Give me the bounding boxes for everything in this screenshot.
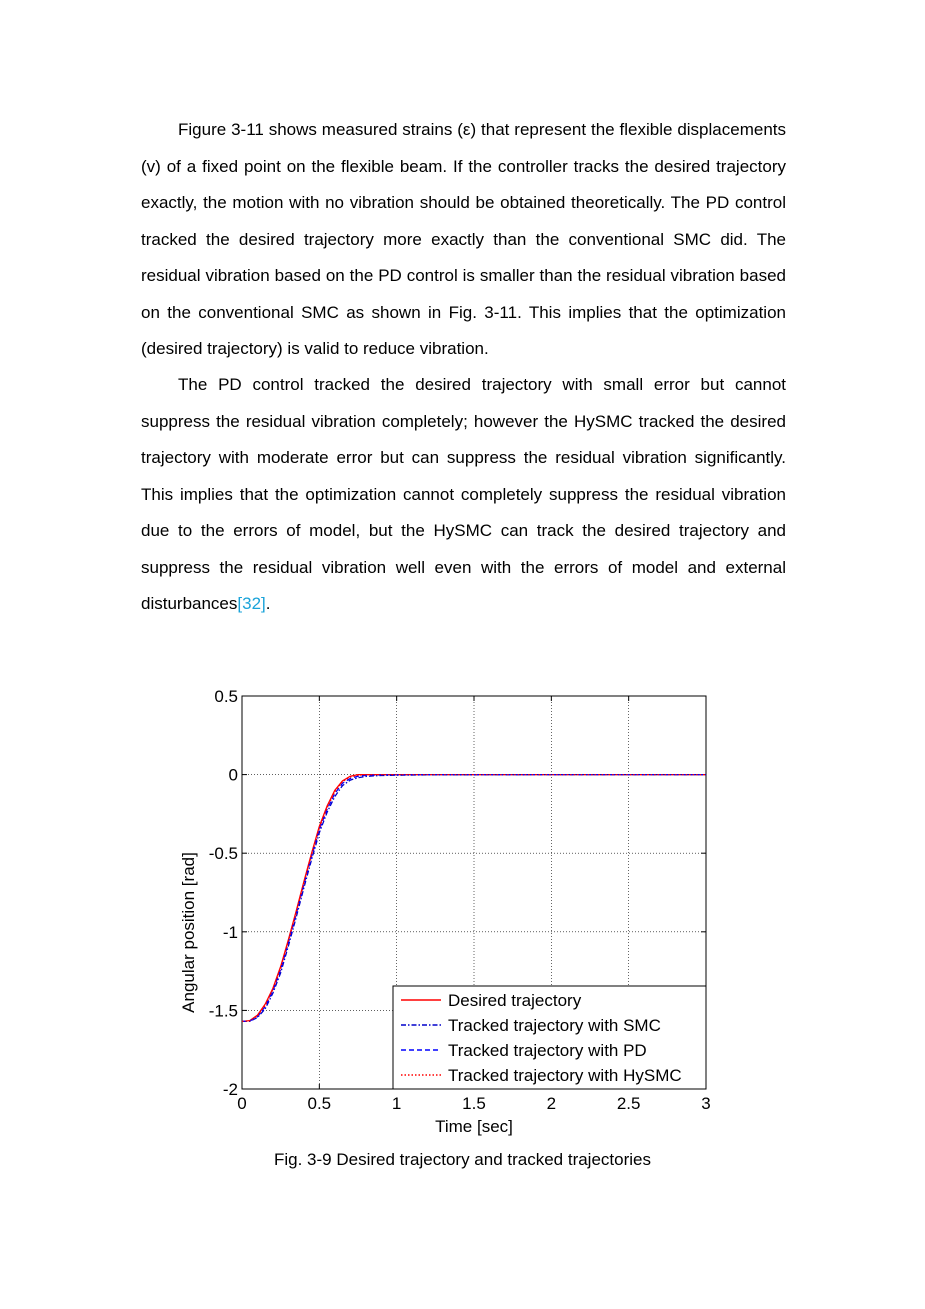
paragraph-2 [141,367,786,623]
x-tick-label: 2.5 [616,1094,641,1113]
x-tick-label: 1 [391,1094,402,1113]
y-tick-label: -1.5 [208,1001,238,1021]
x-tick-label: 3 [701,1094,711,1113]
legend-label: Tracked trajectory with PD [448,1041,647,1060]
y-tick-label: 0.5 [214,687,238,706]
figure-caption: Fig. 3-9 Desired trajectory and tracked trajectories [274,1150,651,1169]
legend-label: Tracked trajectory with HySMC [448,1066,682,1085]
legend-label: Desired trajectory [448,991,582,1010]
paragraph-2-end: . [265,594,271,613]
x-axis-label: Time [sec] [435,1117,513,1136]
trajectory-chart [170,680,730,1150]
x-tick-label: 2 [546,1094,557,1113]
y-tick-label: 0 [228,765,238,785]
paragraph-1: Figure 3-11 shows measured strains (ε) that represent the flexible displacements (v) of a fixed point on the flexible beam. If the controller tracks the desired trajectory exactly, the motion with no vibration should be obtained theoretically. The PD control tracked the desired trajectory more exactly than the conventional SMC did. The residual vibration based on the PD control is smaller than the residual vibration based on the conventional SMC as shown in Fig. 3-11. This implies that the optimization (desired trajectory) is valid to reduce vibration. [141,120,786,358]
y-tick-label: -2 [222,1080,238,1099]
legend-label: Tracked trajectory with SMC [448,1016,661,1035]
y-axis-label: Angular position [rad] [179,852,198,1013]
y-tick-label: -1 [222,922,238,942]
y-tick-label: -0.5 [208,844,238,864]
x-tick-label: 0.5 [307,1094,332,1113]
paragraph-2-text: The PD control tracked the desired trajectory with small error but cannot suppress the residual vibration completely; however the HySMC tracked the desired trajectory with moderate error but can suppress the residual vibration significantly. This implies that the optimization cannot completely suppress the residual vibration due to the errors of model, but the HySMC can track the desired trajectory and suppress the residual vibration well even with the errors of model and external disturbances [141,375,786,613]
x-tick-label: 1.5 [462,1094,486,1113]
citation-link[interactable]: [32] [237,594,266,613]
x-tick-label: 0 [237,1094,247,1113]
